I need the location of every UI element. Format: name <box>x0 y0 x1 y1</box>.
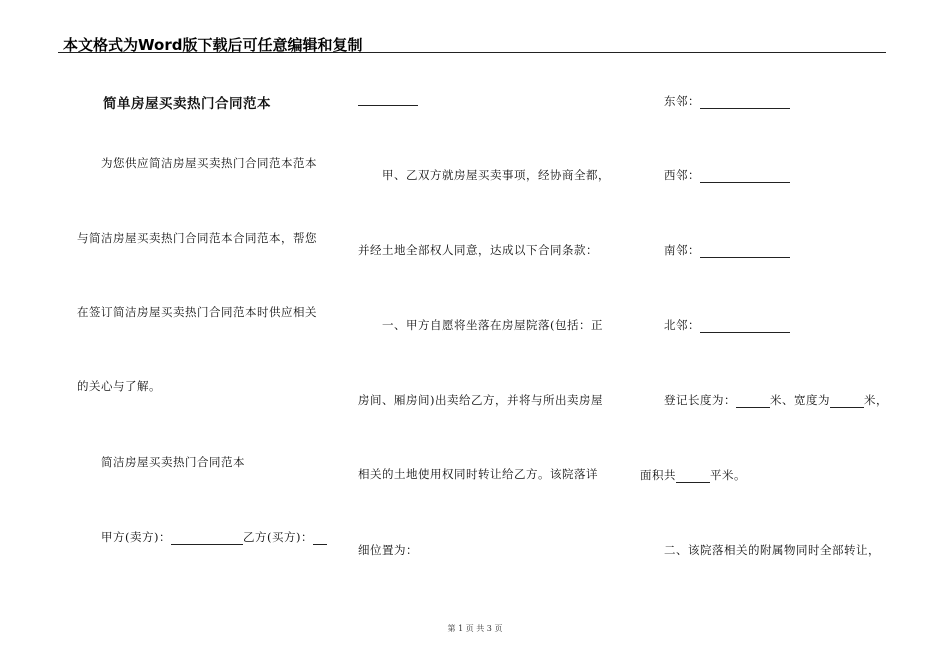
east-blank <box>700 96 790 109</box>
clause-2-line: 二、该院落相关的附属物同时全部转让， <box>664 543 880 557</box>
south-neighbor <box>664 242 790 258</box>
intro-line-3: 在签订简洁房屋买卖热门合同范本时供应相关 <box>77 305 317 319</box>
west-label: 西邻： <box>664 168 700 182</box>
dimension-line <box>664 392 888 408</box>
contract-subtitle: 简洁房屋买卖热门合同范本 <box>101 455 245 469</box>
body-line-6: 细位置为： <box>358 543 418 557</box>
body-line-2: 并经土地全部权人同意，达成以下合同条款： <box>358 243 598 257</box>
header-divider <box>58 52 886 53</box>
intro-line-4: 的关心与了解。 <box>77 379 161 393</box>
body-line-1: 甲、乙双方就房屋买卖事项，经协商全都， <box>382 168 610 182</box>
west-neighbor <box>664 167 790 183</box>
area-line <box>640 467 746 483</box>
east-label: 东邻： <box>664 94 700 108</box>
party-a-label: 甲方(卖方)： <box>101 530 171 544</box>
area-label: 面积共 <box>640 468 676 482</box>
party-a-blank <box>171 532 243 545</box>
intro-line-2: 与简洁房屋买卖热门合同范本合同范本，帮您 <box>77 231 317 245</box>
document-title: 简单房屋买卖热门合同范本 <box>103 96 271 112</box>
south-blank <box>700 245 790 258</box>
continuation-blank <box>358 93 418 106</box>
length-blank <box>736 395 770 408</box>
north-label: 北邻： <box>664 318 700 332</box>
north-neighbor <box>664 317 790 333</box>
body-line-3: 一、甲方自愿将坐落在房屋院落(包括：正 <box>382 318 603 332</box>
header-title: 本文格式为Word版下载后可任意编辑和复制 <box>63 36 363 54</box>
east-neighbor <box>664 93 790 109</box>
party-b-label: 乙方(买方)： <box>242 530 313 544</box>
body-line-4: 房间、厢房间)出卖给乙方，并将与所出卖房屋 <box>358 393 603 407</box>
north-blank <box>700 320 790 333</box>
intro-line-1: 为您供应简洁房屋买卖热门合同范本范本 <box>101 156 317 170</box>
width-label: 米、宽度为 <box>770 393 830 407</box>
area-unit: 平米。 <box>710 468 746 482</box>
south-label: 南邻： <box>664 243 700 257</box>
body-line-5: 相关的土地使用权同时转让给乙方。该院落详 <box>358 467 598 481</box>
area-blank <box>676 470 710 483</box>
west-blank <box>700 170 790 183</box>
page-number: 第 1 页 共 3 页 <box>447 624 503 633</box>
width-blank <box>830 395 864 408</box>
party-b-blank <box>313 532 327 545</box>
length-label: 登记长度为： <box>664 393 736 407</box>
party-line <box>101 529 327 545</box>
width-unit: 米， <box>864 393 888 407</box>
